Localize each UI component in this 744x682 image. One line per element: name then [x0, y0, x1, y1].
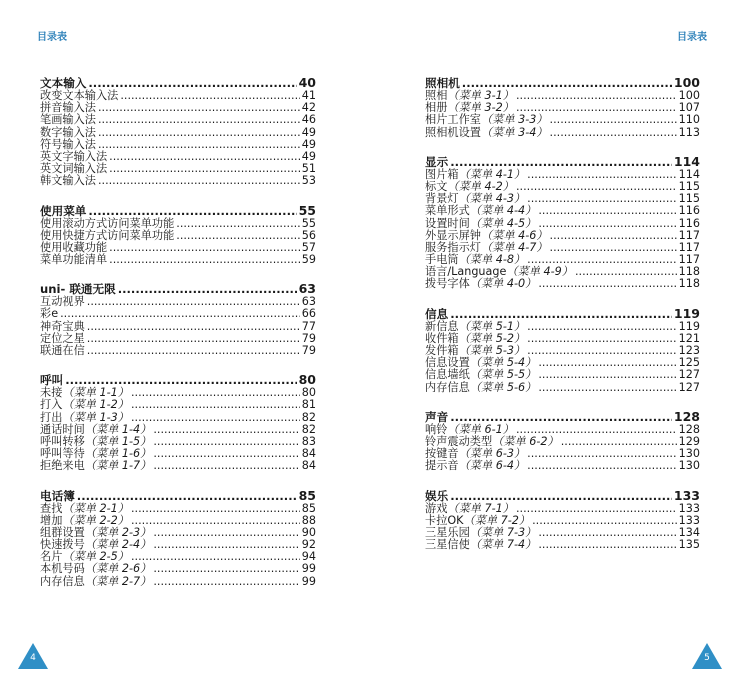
- dot-leader: [98, 127, 300, 139]
- entry-title: 呼叫转移: [40, 434, 85, 448]
- dot-leader: [153, 424, 299, 436]
- dot-leader: [176, 230, 299, 242]
- dot-leader: [88, 76, 296, 91]
- entry-page-number: 59: [301, 253, 316, 267]
- entry-title: 相片工作室: [425, 113, 481, 127]
- entry-page-number: 133: [678, 501, 700, 515]
- toc-section: [40, 203, 316, 267]
- entry-menu-ref: （菜单 3-4）: [480, 125, 548, 139]
- dot-leader: [131, 551, 300, 563]
- entry-page-number: 116: [678, 216, 700, 230]
- toc-section-heading[interactable]: [40, 281, 316, 296]
- dot-leader: [98, 175, 300, 187]
- entry-page-number: 125: [678, 356, 700, 370]
- entry-menu-ref: （菜单 5-5）: [469, 368, 537, 382]
- entry-menu-ref: （菜单 7-1）: [447, 501, 514, 515]
- entry-menu-ref: （菜单 4-7）: [480, 240, 548, 254]
- entry-page-number: 117: [678, 253, 700, 267]
- toc-section-heading[interactable]: [40, 372, 316, 387]
- entry-menu-ref: （菜单 4-1）: [458, 167, 526, 181]
- toc-section: [425, 306, 700, 394]
- entry-title: 未接: [40, 386, 63, 400]
- entry-title: 收件箱: [425, 331, 459, 345]
- dot-leader: [527, 333, 676, 345]
- entry-page-number: 119: [678, 319, 700, 333]
- entry-title: 组群设置: [40, 525, 85, 539]
- entry-page-number: 110: [678, 113, 700, 127]
- toc-column-right: [425, 75, 700, 566]
- entry-title-wrap: [40, 345, 85, 357]
- entry-title: 设置时间: [425, 216, 470, 230]
- entry-title: 内存信息: [425, 380, 470, 394]
- entry-page-number: 128: [678, 422, 700, 436]
- entry-title: 名片: [40, 550, 63, 564]
- entry-menu-ref: （菜单 4-2）: [447, 179, 514, 193]
- entry-page-number: 129: [678, 434, 700, 448]
- entry-page-number: 133: [678, 513, 700, 527]
- toc-entry[interactable]: [425, 539, 700, 551]
- section-page-number: 128: [673, 408, 700, 424]
- entry-page-number: 135: [678, 538, 700, 552]
- dot-leader: [153, 448, 299, 460]
- entry-title: 联通在信: [40, 344, 85, 357]
- entry-title: 英文词输入法: [40, 162, 108, 176]
- dot-leader: [527, 321, 676, 333]
- section-title: 显示: [425, 154, 449, 169]
- entry-menu-ref: （菜单 6-1）: [447, 422, 514, 436]
- entry-title: 使用滚动方式访问菜单功能: [40, 216, 175, 230]
- entry-page-number: 63: [301, 295, 316, 309]
- dot-leader: [87, 345, 300, 357]
- entry-title: 背景灯: [425, 192, 459, 206]
- dot-leader: [538, 539, 676, 551]
- running-header-right: 目录表: [677, 32, 707, 43]
- entry-menu-ref: （菜单 1-3）: [62, 410, 129, 424]
- entry-page-number: 79: [301, 331, 316, 345]
- entry-title: 使用收藏功能: [40, 240, 108, 254]
- dot-leader: [87, 333, 300, 345]
- entry-page-number: 66: [301, 307, 316, 321]
- entry-title: 标文: [425, 179, 448, 193]
- entry-page-number: 115: [678, 192, 700, 206]
- entry-title: 打出: [40, 410, 63, 424]
- entry-page-number: 81: [301, 398, 316, 412]
- entry-page-number: 85: [301, 501, 316, 515]
- dot-leader: [516, 503, 677, 515]
- section-page-number: 55: [298, 202, 316, 218]
- section-title: 呼叫: [40, 373, 64, 388]
- toc-section-heading[interactable]: [425, 488, 700, 503]
- toc-entry[interactable]: [425, 278, 700, 290]
- entry-title: 游戏: [425, 501, 448, 515]
- entry-menu-ref: （菜单 5-1）: [458, 319, 526, 333]
- entry-menu-ref: （菜单 1-1）: [62, 386, 129, 400]
- dot-leader: [561, 436, 677, 448]
- section-title: 照相机: [425, 76, 460, 90]
- entry-page-number: 130: [678, 459, 700, 473]
- toc-section-heading[interactable]: [40, 75, 316, 90]
- entry-page-number: 113: [678, 125, 700, 139]
- entry-menu-ref: （菜单 2-2）: [62, 513, 129, 527]
- entry-title: 拨号字体: [425, 277, 470, 291]
- entry-title: 相册: [425, 101, 448, 115]
- entry-menu-ref: （菜单 4-6）: [480, 228, 548, 242]
- entry-title: 通话时间: [40, 422, 85, 436]
- dot-leader: [109, 163, 300, 175]
- section-title: 使用菜单: [40, 203, 87, 218]
- entry-menu-ref: （菜单 1-7）: [84, 459, 152, 473]
- entry-page-number: 99: [301, 562, 316, 576]
- dot-leader: [538, 357, 676, 369]
- dot-leader: [538, 205, 676, 217]
- entry-menu-ref: （菜单 3-1）: [447, 89, 514, 102]
- entry-page-number: 82: [301, 422, 316, 436]
- entry-title: 符号输入法: [40, 137, 96, 151]
- entry-menu-ref: （菜单 7-3）: [469, 525, 537, 539]
- entry-title: 韩文输入法: [40, 174, 96, 188]
- dot-leader: [532, 515, 677, 527]
- entry-menu-ref: （菜单 4-4）: [469, 204, 537, 218]
- entry-page-number: 118: [678, 277, 700, 291]
- dot-leader: [131, 387, 300, 399]
- dot-leader: [109, 254, 300, 266]
- entry-menu-ref: （菜单 1-5）: [84, 434, 152, 448]
- entry-page-number: 121: [678, 331, 700, 345]
- entry-page-number: 115: [678, 179, 700, 193]
- entry-menu-ref: （菜单 2-5）: [62, 550, 129, 564]
- dot-leader: [538, 278, 676, 290]
- entry-title: 互动视界: [40, 295, 85, 309]
- entry-title: 本机号码: [40, 562, 85, 576]
- entry-title: 服务指示灯: [425, 240, 481, 254]
- entry-page-number: 84: [301, 447, 316, 461]
- entry-menu-ref: （菜单 2-7）: [84, 574, 152, 588]
- dot-leader: [131, 399, 300, 411]
- entry-title: 菜单形式: [425, 204, 470, 218]
- section-page-number: 100: [673, 75, 700, 90]
- dot-leader: [118, 282, 297, 297]
- section-page-number: 63: [298, 281, 316, 297]
- section-title: 文本输入: [40, 76, 87, 90]
- dot-leader: [153, 563, 299, 575]
- entry-page-number: 114: [678, 167, 700, 181]
- entry-menu-ref: （菜单 4-0）: [469, 277, 537, 291]
- entry-menu-ref: （菜单 3-3）: [480, 113, 548, 127]
- entry-page-number: 55: [301, 216, 316, 230]
- entry-title: 打入: [40, 398, 63, 412]
- dot-leader: [527, 460, 676, 472]
- running-header-left: 目录表: [37, 32, 67, 43]
- entry-title-wrap: [425, 127, 548, 139]
- dot-leader: [153, 527, 299, 539]
- entry-page-number: 42: [301, 101, 316, 115]
- entry-page-number: 51: [301, 162, 316, 176]
- toc-section: [425, 75, 700, 139]
- dot-leader: [153, 576, 299, 588]
- entry-page-number: 57: [301, 240, 316, 254]
- entry-title: 英文字输入法: [40, 149, 108, 163]
- entry-page-number: 82: [301, 410, 316, 424]
- entry-title: 快速拨号: [40, 538, 85, 552]
- entry-title: 增加: [40, 513, 63, 527]
- entry-page-number: 99: [301, 574, 316, 588]
- section-title: 娱乐: [425, 488, 449, 503]
- dot-leader: [153, 436, 299, 448]
- entry-title: 信息墙纸: [425, 368, 470, 382]
- entry-menu-ref: （菜单 1-4）: [84, 422, 152, 436]
- toc-section-heading[interactable]: [425, 306, 700, 321]
- entry-title: 使用快捷方式访问菜单功能: [40, 228, 175, 242]
- page-number-right: [692, 643, 722, 669]
- entry-title-wrap: [425, 539, 536, 551]
- toc-section-heading[interactable]: [425, 409, 700, 424]
- entry-title: 笔画输入法: [40, 113, 96, 127]
- entry-page-number: 88: [301, 513, 316, 527]
- dot-leader: [87, 321, 300, 333]
- dot-leader: [176, 218, 299, 230]
- entry-title: 新信息: [425, 319, 459, 333]
- entry-menu-ref: （菜单 4-3）: [458, 192, 526, 206]
- section-title: 电话簿: [40, 488, 75, 503]
- entry-title-wrap: [425, 382, 536, 394]
- section-page-number: 114: [673, 153, 700, 169]
- dot-leader: [575, 266, 677, 278]
- entry-page-number: 80: [301, 386, 316, 400]
- entry-menu-ref: （菜单 7-4）: [469, 538, 537, 552]
- entry-page-number: 90: [301, 525, 316, 539]
- dot-leader: [538, 527, 676, 539]
- entry-title: 按键音: [425, 447, 459, 461]
- toc-entry[interactable]: [40, 345, 316, 357]
- entry-title: 发件箱: [425, 344, 459, 357]
- entry-title-wrap: [425, 460, 525, 472]
- dot-leader: [538, 218, 676, 230]
- entry-menu-ref: （菜单 1-2）: [62, 398, 129, 412]
- entry-menu-ref: （菜单 4-5）: [469, 216, 537, 230]
- entry-menu-ref: （菜单 6-4）: [458, 459, 526, 473]
- toc-section: [40, 75, 316, 188]
- dot-leader: [131, 503, 300, 515]
- section-page-number: 133: [673, 487, 700, 503]
- entry-title: 神奇宝典: [40, 319, 85, 333]
- page-number-left: [18, 643, 48, 669]
- toc-entry[interactable]: [40, 460, 316, 472]
- dot-leader: [98, 114, 300, 126]
- dot-leader: [516, 181, 677, 193]
- entry-menu-ref: （菜单 5-4）: [469, 356, 537, 370]
- entry-page-number: 49: [301, 125, 316, 139]
- entry-page-number: 117: [678, 240, 700, 254]
- entry-page-number: 49: [301, 149, 316, 163]
- dot-leader: [131, 515, 300, 527]
- toc-section: [425, 488, 700, 552]
- dot-leader: [153, 539, 299, 551]
- entry-title-wrap: [40, 254, 107, 266]
- entry-page-number: 116: [678, 204, 700, 218]
- entry-page-number: 56: [301, 228, 316, 242]
- entry-title-wrap: [40, 460, 151, 472]
- entry-page-number: 84: [301, 459, 316, 473]
- dot-leader: [109, 151, 300, 163]
- entry-page-number: 130: [678, 447, 700, 461]
- entry-page-number: 107: [678, 101, 700, 115]
- entry-title: 响铃: [425, 422, 448, 436]
- toc-entry[interactable]: [425, 127, 700, 139]
- dot-leader: [550, 242, 677, 254]
- entry-menu-ref: （菜单 1-6）: [84, 447, 152, 461]
- entry-menu-ref: （菜单 4-8）: [458, 253, 526, 267]
- entry-page-number: 127: [678, 380, 700, 394]
- toc-section: [40, 372, 316, 472]
- entry-page-number: 134: [678, 525, 700, 539]
- entry-title-wrap: [40, 175, 96, 187]
- entry-title: 图片箱: [425, 167, 459, 181]
- entry-page-number: 118: [678, 265, 700, 279]
- toc-entry[interactable]: [40, 254, 316, 266]
- dot-leader: [120, 90, 299, 102]
- entry-page-number: 77: [301, 319, 316, 333]
- toc-entry[interactable]: [425, 460, 700, 472]
- entry-title: 菜单功能清单: [40, 253, 108, 267]
- entry-title: 内存信息: [40, 574, 85, 588]
- dot-leader: [527, 193, 676, 205]
- entry-menu-ref: （菜单 2-6）: [84, 562, 152, 576]
- toc-section: [40, 281, 316, 357]
- entry-title: 外显示屏钟: [425, 228, 481, 242]
- section-page-number: 80: [298, 372, 316, 388]
- entry-title: 数字输入法: [40, 125, 96, 139]
- toc-section: [425, 409, 700, 473]
- toc-entry[interactable]: [40, 175, 316, 187]
- dot-leader: [87, 296, 300, 308]
- section-page-number: 85: [298, 487, 316, 503]
- entry-title: 拒绝来电: [40, 459, 85, 473]
- dot-leader: [131, 412, 300, 424]
- entry-title: 提示音: [425, 459, 459, 473]
- entry-page-number: 100: [678, 89, 700, 102]
- entry-page-number: 83: [301, 434, 316, 448]
- entry-title: 查找: [40, 501, 63, 515]
- dot-leader: [98, 139, 300, 151]
- entry-page-number: 79: [301, 344, 316, 357]
- section-title: 声音: [425, 409, 449, 424]
- entry-title: 语言/Language: [425, 265, 507, 279]
- dot-leader: [516, 90, 677, 102]
- entry-title-wrap: [425, 278, 536, 290]
- entry-title: 信息设置: [425, 356, 470, 370]
- dot-leader: [550, 127, 677, 139]
- entry-menu-ref: （菜单 2-1）: [62, 501, 129, 515]
- entry-menu-ref: （菜单 6-3）: [458, 447, 526, 461]
- toc-section: [40, 488, 316, 588]
- entry-title: 卡拉OK: [425, 513, 464, 527]
- entry-menu-ref: （菜单 5-3）: [458, 344, 526, 357]
- entry-menu-ref: （菜单 4-9）: [506, 265, 573, 279]
- entry-title: 拼音输入法: [40, 101, 96, 115]
- toc-entry[interactable]: [425, 382, 700, 394]
- entry-page-number: 53: [301, 174, 316, 188]
- dot-leader: [98, 102, 300, 114]
- dot-leader: [153, 460, 299, 472]
- page-number-label: 5: [704, 653, 710, 663]
- entry-page-number: 92: [301, 538, 316, 552]
- entry-menu-ref: （菜单 5-6）: [469, 380, 537, 394]
- dot-leader: [550, 230, 677, 242]
- entry-page-number: 127: [678, 368, 700, 382]
- entry-title: 照相: [425, 89, 448, 102]
- entry-menu-ref: （菜单 2-4）: [84, 538, 152, 552]
- toc-section-heading[interactable]: [40, 203, 316, 218]
- entry-page-number: 49: [301, 137, 316, 151]
- dot-leader: [550, 114, 677, 126]
- entry-page-number: 46: [301, 113, 316, 127]
- entry-title: 手电筒: [425, 253, 459, 267]
- dot-leader: [538, 382, 676, 394]
- section-title: uni- 联通无限: [40, 282, 116, 297]
- entry-page-number: 123: [678, 344, 700, 357]
- dot-leader: [60, 308, 300, 320]
- page-number-label: 4: [30, 653, 36, 663]
- dot-leader: [527, 169, 676, 181]
- entry-title: 呼叫等待: [40, 447, 85, 461]
- toc-entry[interactable]: [40, 576, 316, 588]
- entry-title: 定位之星: [40, 331, 85, 345]
- entry-title: 照相机设置: [425, 125, 481, 139]
- entry-menu-ref: （菜单 3-2）: [447, 101, 514, 115]
- entry-menu-ref: （菜单 6-2）: [492, 434, 559, 448]
- dot-leader: [538, 369, 676, 381]
- entry-page-number: 41: [301, 89, 316, 102]
- toc-section-heading[interactable]: [40, 488, 316, 503]
- entry-title: 改变文本输入法: [40, 89, 119, 102]
- toc-section: [425, 154, 700, 291]
- entry-title: 三星乐园: [425, 525, 470, 539]
- dot-leader: [527, 448, 676, 460]
- entry-menu-ref: （菜单 2-3）: [84, 525, 152, 539]
- section-page-number: 119: [673, 305, 700, 321]
- dot-leader: [527, 345, 676, 357]
- entry-page-number: 117: [678, 228, 700, 242]
- dot-leader: [109, 242, 300, 254]
- entry-title-wrap: [40, 576, 151, 588]
- entry-title: 铃声震动类型: [425, 434, 493, 448]
- section-page-number: 40: [298, 75, 316, 90]
- toc-entry[interactable]: [40, 296, 316, 308]
- section-title: 信息: [425, 306, 449, 321]
- entry-title: 三星信使: [425, 538, 470, 552]
- entry-menu-ref: （菜单 5-2）: [458, 331, 526, 345]
- toc-column-left: [40, 75, 316, 603]
- entry-page-number: 94: [301, 550, 316, 564]
- toc-section-heading[interactable]: [425, 75, 700, 90]
- entry-menu-ref: （菜单 7-2）: [463, 513, 531, 527]
- toc-section-heading[interactable]: [425, 154, 700, 169]
- entry-title: 彩e: [40, 307, 59, 321]
